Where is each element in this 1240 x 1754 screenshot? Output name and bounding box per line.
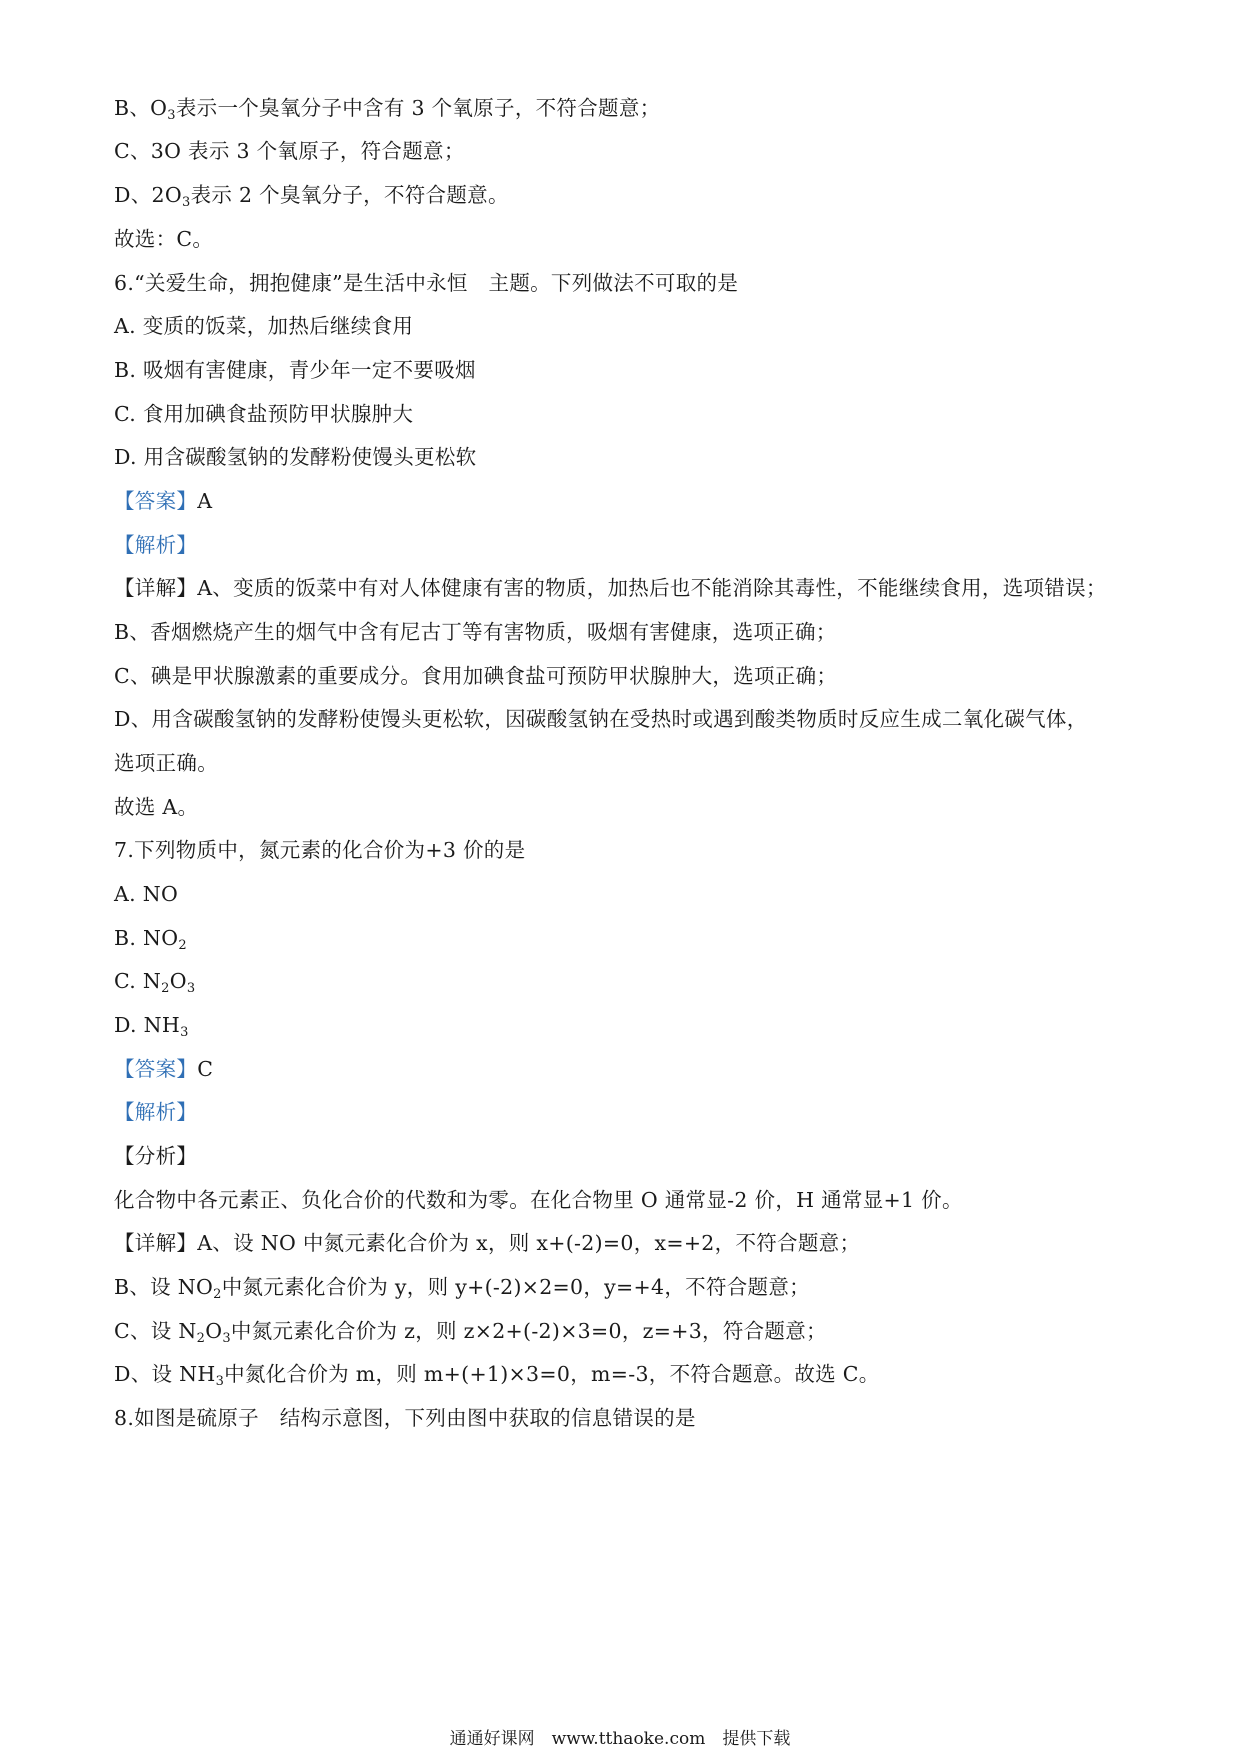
text-line: 【详解】A、设 NO 中氮元素化合价为 x，则 x+(-2)=0，x=+2，不符合题意； xyxy=(114,1231,861,1255)
answer-line: 【答案】A xyxy=(114,489,213,513)
text-line: 故选：C。 xyxy=(114,227,214,251)
question-7: 7.下列物质中，氮元素的化合价为+3 价的是 xyxy=(114,838,526,862)
text-line: B、O3表示一个臭氧分子中含有 3 个氧原子，不符合题意； xyxy=(114,96,661,123)
page-footer: 通通好课网 www.tthaoke.com 提供下载 xyxy=(449,1729,791,1749)
option-d: D. NH3 xyxy=(114,1013,189,1040)
analysis-heading: 【解析】 xyxy=(114,533,198,557)
text-line: B、香烟燃烧产生的烟气中含有尼古丁等有害物质，吸烟有害健康，选项正确； xyxy=(114,620,837,644)
text-line: D、2O3表示 2 个臭氧分子，不符合题意。 xyxy=(114,183,509,210)
question-6: 6.“关爱生命，拥抱健康”是生活中永恒 主题。下列做法不可取的是 xyxy=(114,271,739,295)
text-line: 【分析】 xyxy=(114,1144,198,1168)
option-d: D. 用含碳酸氢钠的发酵粉使馒头更松软 xyxy=(114,445,477,469)
option-c: C. 食用加碘食盐预防甲状腺肿大 xyxy=(114,402,414,426)
text-line: C、设 N2O3中氮元素化合价为 z，则 z×2+(-2)×3=0，z=+3，符合题意； xyxy=(114,1319,827,1346)
text-line: B、设 NO2中氮元素化合价为 y，则 y+(-2)×2=0，y=+4，不符合题意； xyxy=(114,1275,810,1302)
text-line: 选项正确。 xyxy=(114,751,218,775)
option-a: A. 变质的饭菜，加热后继续食用 xyxy=(114,314,414,338)
text-line: D、用含碳酸氢钠的发酵粉使馒头更松软，因碳酸氢钠在受热时或遇到酸类物质时反应生成二氧化碳气体， xyxy=(114,707,1088,731)
text-line: 【详解】A、变质的饭菜中有对人体健康有害的物质，加热后也不能消除其毒性，不能继续食用，选项错误； xyxy=(114,576,1107,600)
answer-line: 【答案】C xyxy=(114,1057,214,1081)
option-c: C. N2O3 xyxy=(114,969,196,996)
option-a: A. NO xyxy=(114,882,179,906)
question-8: 8.如图是硫原子 结构示意图，下列由图中获取的信息错误的是 xyxy=(114,1406,696,1430)
text-line: 故选 A。 xyxy=(114,795,199,819)
text-line: D、设 NH3中氮化合价为 m，则 m+(+1)×3=0，m=-3，不符合题意。故选 C。 xyxy=(114,1362,880,1389)
option-b: B. 吸烟有害健康，青少年一定不要吸烟 xyxy=(114,358,476,382)
text-line: 化合物中各元素正、负化合价的代数和为零。在化合物里 O 通常显-2 价，H 通常显+1 价。 xyxy=(114,1188,963,1212)
text-line: C、碘是甲状腺激素的重要成分。食用加碘食盐可预防甲状腺肿大，选项正确； xyxy=(114,664,838,688)
analysis-heading: 【解析】 xyxy=(114,1100,198,1124)
option-b: B. NO2 xyxy=(114,926,187,953)
text-line: C、3O 表示 3 个氧原子，符合题意； xyxy=(114,139,465,163)
